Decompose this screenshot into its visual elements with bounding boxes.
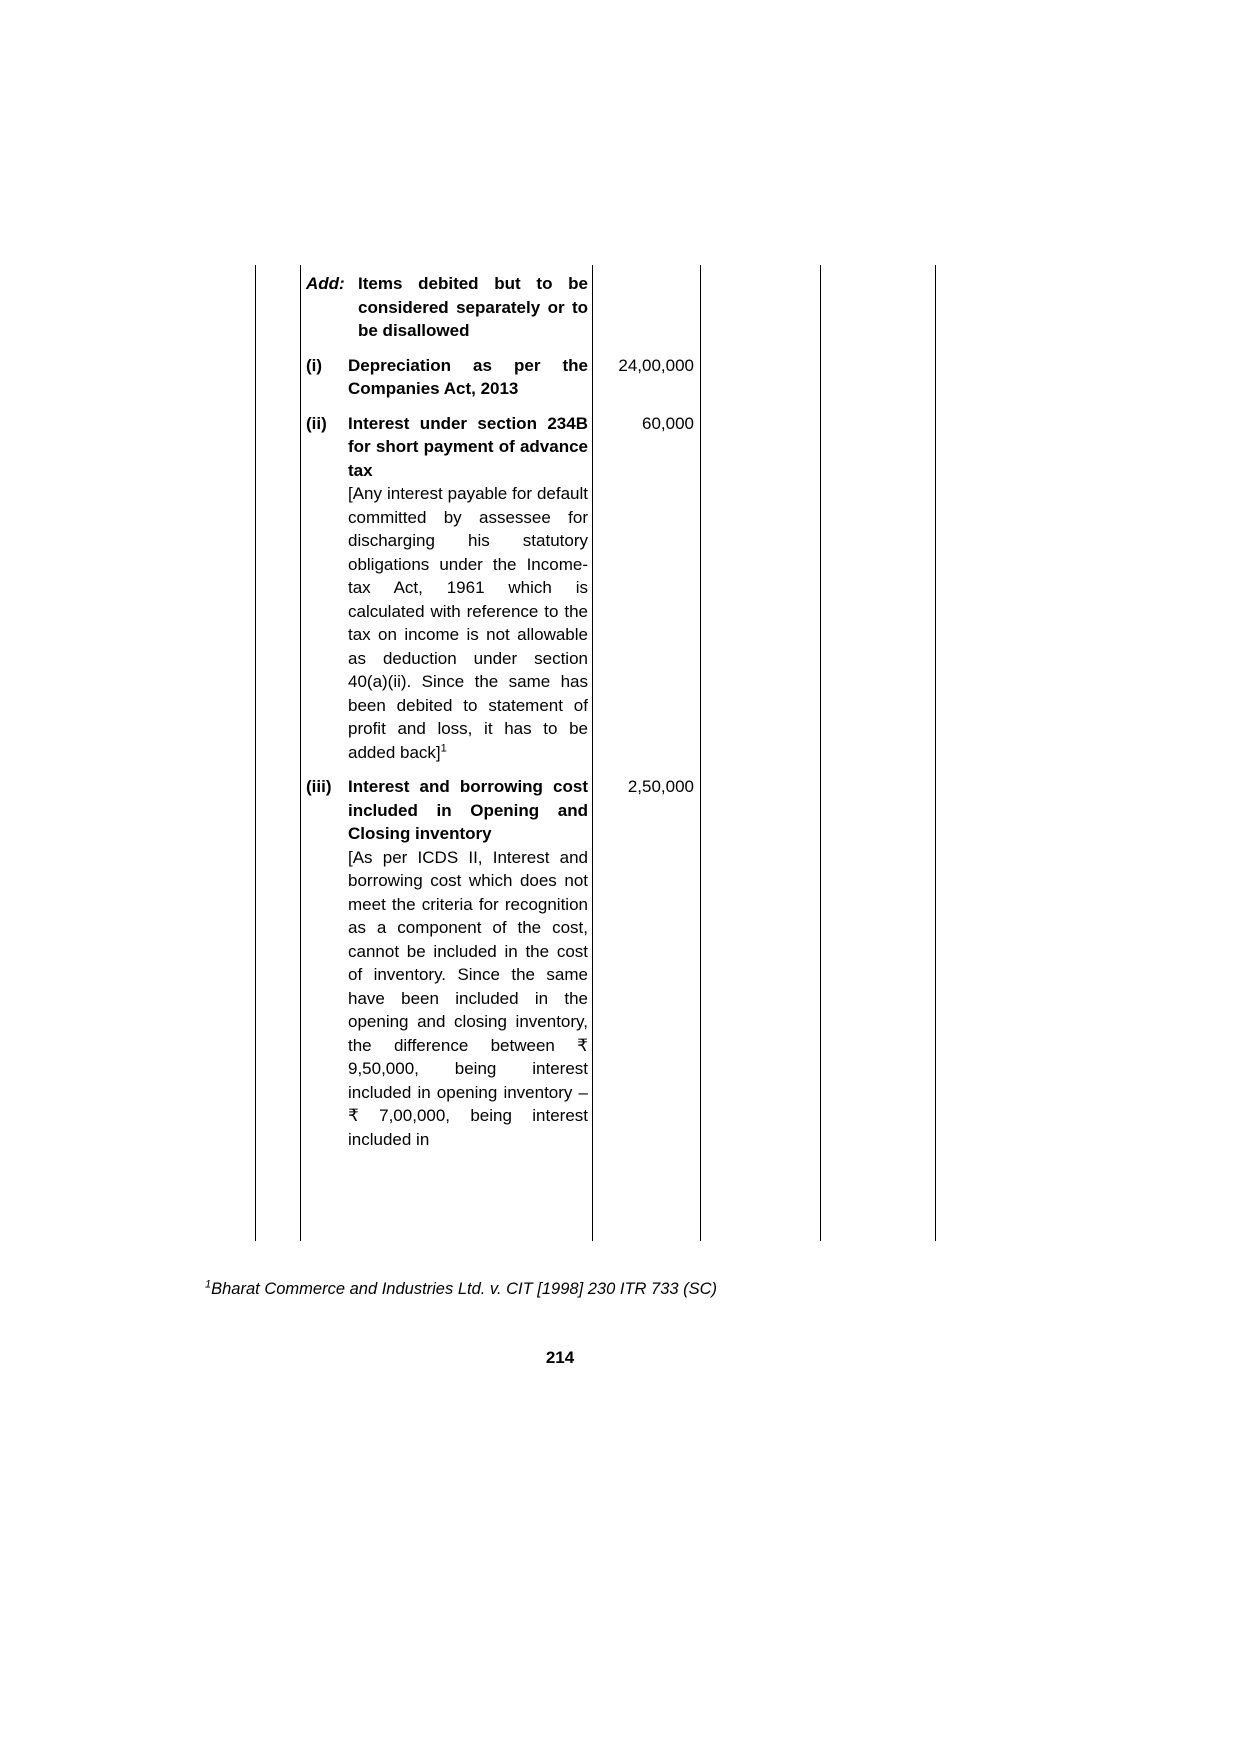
item-note: [306, 846, 588, 1152]
table-body: [255, 272, 936, 1162]
add-header-text: Items debited but to be considered separately or to be disallowed: [358, 274, 588, 340]
add-header: [306, 272, 588, 343]
footnote: [205, 1278, 935, 1300]
amount-cell: [592, 354, 700, 378]
page-number: [205, 1348, 915, 1368]
description-cell: [300, 272, 592, 343]
table-row-item-iii: [255, 775, 936, 1151]
item-title: [306, 412, 588, 483]
add-label: Add:: [306, 274, 345, 293]
computation-table: [255, 265, 936, 1241]
item-note-text: [Any interest payable for default committed by assessee for discharging his statutory obligations under the Income-tax Act, 1961 which is calculated with reference to the tax on income is not allowable as deduction under section 40(a)(ii). Since the same has been debited to statement of profit and loss, it has to be added back]: [348, 484, 588, 762]
item-title: [306, 354, 588, 401]
table-row-add-header: [255, 272, 936, 343]
item-title-text: Interest under section 234B for short payment of advance tax: [348, 413, 588, 480]
page-number-text: 214: [545, 1348, 575, 1367]
amount-value: 60,000: [642, 413, 694, 433]
item-title-text: Interest and borrowing cost included in Opening and Closing inventory: [348, 777, 588, 843]
table-row-item-ii: [255, 412, 936, 765]
item-marker: (i): [306, 355, 323, 375]
footnote-text: Bharat Commerce and Industries Ltd. v. CIT [1998] 230 ITR 733 (SC): [211, 1280, 718, 1298]
amount-value: 24,00,000: [618, 355, 694, 375]
item-title-text: Depreciation as per the Companies Act, 2013: [348, 355, 588, 398]
amount-cell: [592, 775, 700, 799]
item-note: [306, 482, 588, 764]
item-title: [306, 775, 588, 846]
footnote-marker: 1: [205, 1278, 212, 1291]
amount-value: 2,50,000: [627, 777, 694, 796]
item-marker: (iii): [306, 777, 332, 796]
amount-cell: [592, 412, 700, 436]
description-cell: [300, 354, 592, 401]
footnote-reference: 1: [440, 741, 447, 754]
item-note-text: [As per ICDS II, Interest and borrowing cost which does not meet the criteria for recognition as a component of the cost, cannot be included in the cost of inventory. Since the same have been included in the opening and closing inventory, the difference between ₹ 9,50,000, being interest included in opening inventory – ₹ 7,00,000, being interest included in: [348, 847, 588, 1149]
description-cell: [300, 412, 592, 765]
item-marker: (ii): [306, 413, 327, 433]
description-cell: [300, 775, 592, 1151]
table-row-item-i: [255, 354, 936, 401]
